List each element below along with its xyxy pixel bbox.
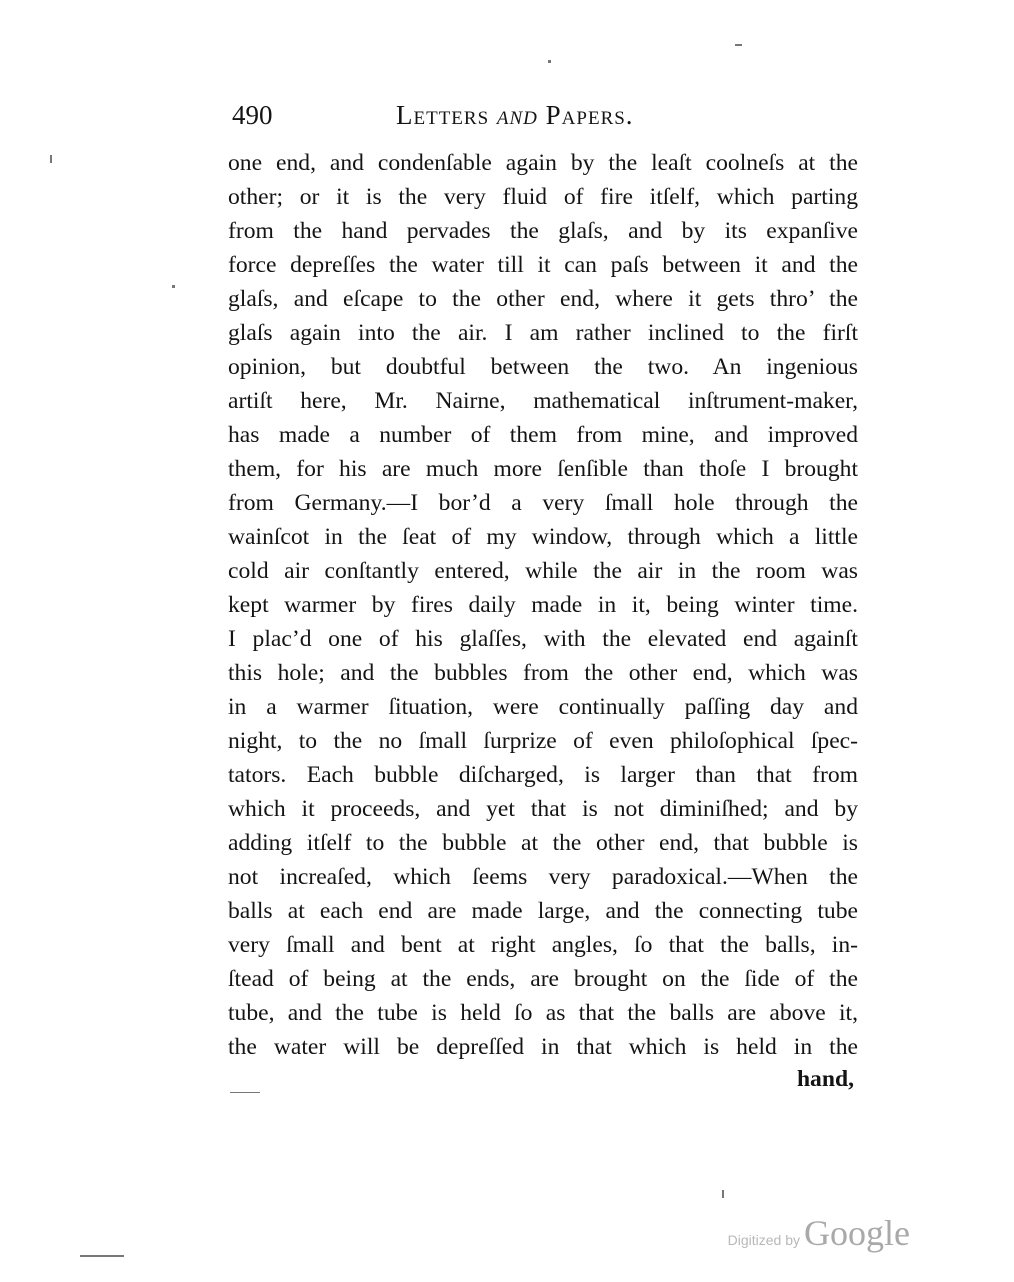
text-line: artiſt here, Mr. Nairne, mathematical inſtrument-maker, <box>228 388 858 414</box>
text-line: the water will be depreſſed in that which is held in the <box>228 1034 858 1060</box>
text-line: tube, and the tube is held ſo as that the balls are above it, <box>228 1000 858 1026</box>
watermark-brand-logo: Google <box>804 1213 910 1253</box>
scan-speck <box>50 155 52 163</box>
running-head-part1: Letters <box>396 100 497 130</box>
scan-speck <box>548 60 551 63</box>
text-line: tators. Each bubble diſcharged, is larger than that from <box>228 762 858 788</box>
text-line: them, for his are much more ſenſible than thoſe I brought <box>228 456 858 482</box>
text-line: glaſs again into the air. I am rather inclined to the firſt <box>228 320 858 346</box>
page-number: 490 <box>232 100 273 130</box>
text-line: glaſs, and eſcape to the other end, where it gets thro’ the <box>228 286 858 312</box>
text-line: I plac’d one of his glaſſes, with the elevated end againſt <box>228 626 858 652</box>
text-line: not increaſed, which ſeems very paradoxical.—When the <box>228 864 858 890</box>
digitized-watermark <box>728 1212 910 1254</box>
text-line: wainſcot in the ſeat of my window, through which a little <box>228 524 858 550</box>
text-line: in a warmer ſituation, were continually paſſing day and <box>228 694 858 720</box>
text-line: other; or it is the very fluid of fire itſelf, which parting <box>228 184 858 210</box>
running-head-part2: Papers. <box>537 100 634 130</box>
text-line: ſtead of being at the ends, are brought on the ſide of the <box>228 966 858 992</box>
text-line: cold air conſtantly entered, while the air in the room was <box>228 558 858 584</box>
text-line: from Germany.—I bor’d a very ſmall hole through the <box>228 490 858 516</box>
text-line: has made a number of them from mine, and improved <box>228 422 858 448</box>
running-head <box>396 100 634 131</box>
watermark-prefix: Digitized by <box>727 1232 801 1248</box>
text-line: very ſmall and bent at right angles, ſo that the balls, in- <box>228 932 858 958</box>
text-line: force depreſſes the water till it can paſs between it and the <box>228 252 858 278</box>
text-line: from the hand pervades the glaſs, and by its expanſive <box>228 218 858 244</box>
scan-speck <box>722 1190 724 1198</box>
text-line: this hole; and the bubbles from the other end, which was <box>228 660 858 686</box>
text-line: adding itſelf to the bubble at the other end, that bubble is <box>228 830 858 856</box>
text-line: balls at each end are made large, and the connecting tube <box>228 898 858 924</box>
running-head-and: and <box>496 100 538 130</box>
body-text <box>228 146 858 1064</box>
page-header <box>232 100 852 140</box>
text-line: one end, and condenſable again by the leaſt coolneſs at the <box>228 150 858 176</box>
scan-speck <box>172 285 175 288</box>
text-line: opinion, but doubtful between the two. An ingenious <box>228 354 858 380</box>
catchword: hand, <box>796 1066 854 1092</box>
scan-speck <box>735 44 742 46</box>
scan-speck <box>80 1255 124 1257</box>
text-line: night, to the no ſmall ſurprize of even philoſophical ſpec- <box>228 728 858 754</box>
text-line: which it proceeds, and yet that is not diminiſhed; and by <box>228 796 858 822</box>
text-line: kept warmer by fires daily made in it, being winter time. <box>228 592 858 618</box>
scan-speck <box>230 1092 260 1093</box>
